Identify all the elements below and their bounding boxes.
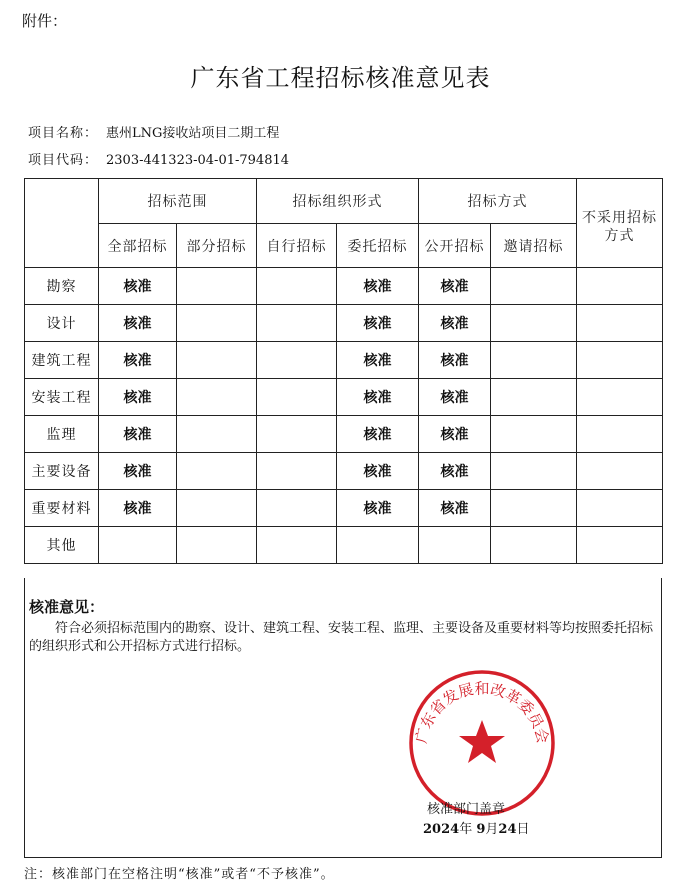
- date-month: 9: [476, 822, 486, 837]
- table-body: [25, 268, 663, 564]
- approval-cell: [257, 416, 337, 453]
- row-label: 其他: [25, 527, 99, 564]
- opinion-text: 符合必须招标范围内的勘察、设计、建筑工程、安装工程、监理、主要设备及重要材料等均按照委托招标的组织形式和公开招标方式进行招标。: [29, 621, 654, 654]
- row-label: 监理: [25, 416, 99, 453]
- subheader-cell: 邀请招标: [491, 224, 577, 268]
- table-row: [25, 305, 663, 342]
- approval-cell: 核准: [337, 342, 419, 379]
- row-label: 安装工程: [25, 379, 99, 416]
- approval-cell: [491, 342, 577, 379]
- approval-cell: [177, 490, 257, 527]
- approval-cell: [177, 305, 257, 342]
- approval-cell: 核准: [419, 379, 491, 416]
- table-row: [25, 527, 663, 564]
- corner-cell: [25, 179, 99, 268]
- approval-cell: [491, 416, 577, 453]
- date-month-unit: 月: [485, 822, 499, 837]
- date-year-unit: 年: [459, 822, 473, 837]
- approval-cell: [577, 527, 663, 564]
- project-code-line: [28, 149, 289, 168]
- approval-table: [24, 178, 663, 564]
- approval-cell: [577, 305, 663, 342]
- approval-cell: [491, 268, 577, 305]
- header-scope: 招标范围: [99, 179, 257, 224]
- approval-cell: 核准: [99, 342, 177, 379]
- approval-cell: 核准: [99, 453, 177, 490]
- date-day: 24: [498, 822, 517, 837]
- approval-cell: 核准: [99, 379, 177, 416]
- subheader-cell: 全部招标: [99, 224, 177, 268]
- footer-note: 注：核准部门在空格注明“核准”或者“不予核准”。: [24, 867, 335, 882]
- approval-cell: [257, 527, 337, 564]
- project-name-line: [28, 122, 279, 141]
- seal-text: 广东省发展和改革委员会: [412, 679, 552, 746]
- approval-cell: 核准: [337, 416, 419, 453]
- approval-cell: [257, 305, 337, 342]
- subheader-cell: 部分招标: [177, 224, 257, 268]
- approval-cell: [177, 379, 257, 416]
- approval-cell: 核准: [99, 416, 177, 453]
- approval-cell: [337, 527, 419, 564]
- row-label: 设计: [25, 305, 99, 342]
- project-code-value: 2303-441323-04-01-794814: [106, 153, 290, 168]
- approval-cell: [177, 527, 257, 564]
- approval-cell: 核准: [419, 305, 491, 342]
- attachment-label: 附件：: [22, 12, 68, 30]
- row-label: 建筑工程: [25, 342, 99, 379]
- approval-cell: [177, 342, 257, 379]
- approval-cell: [257, 342, 337, 379]
- approval-cell: [491, 453, 577, 490]
- date-day-unit: 日: [516, 822, 530, 837]
- approval-cell: [577, 416, 663, 453]
- opinion-title: 核准意见：: [29, 598, 105, 616]
- subheader-cell: 委托招标: [337, 224, 419, 268]
- row-label: 重要材料: [25, 490, 99, 527]
- approval-cell: [177, 453, 257, 490]
- approval-cell: 核准: [419, 268, 491, 305]
- subheader-cell: 自行招标: [257, 224, 337, 268]
- approval-cell: [257, 490, 337, 527]
- header-method: 招标方式: [419, 179, 577, 224]
- approval-cell: 核准: [337, 453, 419, 490]
- project-name-label: 项目名称：: [28, 126, 99, 141]
- approval-cell: [419, 527, 491, 564]
- approval-cell: 核准: [419, 490, 491, 527]
- approval-cell: 核准: [99, 268, 177, 305]
- approval-cell: 核准: [99, 490, 177, 527]
- approval-cell: [577, 268, 663, 305]
- header-org-form: 招标组织形式: [257, 179, 419, 224]
- row-label: 勘察: [25, 268, 99, 305]
- date-year: 2024: [423, 822, 460, 837]
- approval-cell: [577, 342, 663, 379]
- approval-cell: [577, 379, 663, 416]
- header-no-bidding: 不采用招标方式: [577, 179, 663, 268]
- row-label: 主要设备: [25, 453, 99, 490]
- approval-cell: [257, 379, 337, 416]
- seal-label: 核准部门盖章: [427, 802, 506, 817]
- approval-cell: [177, 416, 257, 453]
- seal-star-icon: [459, 720, 505, 763]
- approval-cell: [257, 453, 337, 490]
- approval-cell: [491, 305, 577, 342]
- approval-cell: 核准: [99, 305, 177, 342]
- approval-cell: 核准: [337, 305, 419, 342]
- table-row: [25, 268, 663, 305]
- project-name-value: 惠州LNG接收站项目二期工程: [106, 126, 280, 141]
- approval-cell: 核准: [337, 490, 419, 527]
- project-code-label: 项目代码：: [28, 153, 99, 168]
- table-row: [25, 342, 663, 379]
- approval-cell: [491, 379, 577, 416]
- page-title: 广东省工程招标核准意见表: [190, 64, 491, 92]
- table-row: [25, 416, 663, 453]
- approval-cell: [491, 527, 577, 564]
- approval-cell: 核准: [419, 416, 491, 453]
- opinion-section: [24, 578, 662, 858]
- approval-cell: 核准: [337, 379, 419, 416]
- approval-cell: 核准: [419, 453, 491, 490]
- subheader-cell: 公开招标: [419, 224, 491, 268]
- approval-cell: [257, 268, 337, 305]
- approval-cell: [577, 453, 663, 490]
- approval-date: [423, 818, 530, 837]
- approval-cell: [491, 490, 577, 527]
- approval-cell: 核准: [337, 268, 419, 305]
- approval-cell: [577, 490, 663, 527]
- table-row: [25, 379, 663, 416]
- approval-cell: [99, 527, 177, 564]
- official-seal: [407, 668, 557, 818]
- table-row: [25, 453, 663, 490]
- approval-cell: [177, 268, 257, 305]
- table-row: [25, 490, 663, 527]
- approval-cell: 核准: [419, 342, 491, 379]
